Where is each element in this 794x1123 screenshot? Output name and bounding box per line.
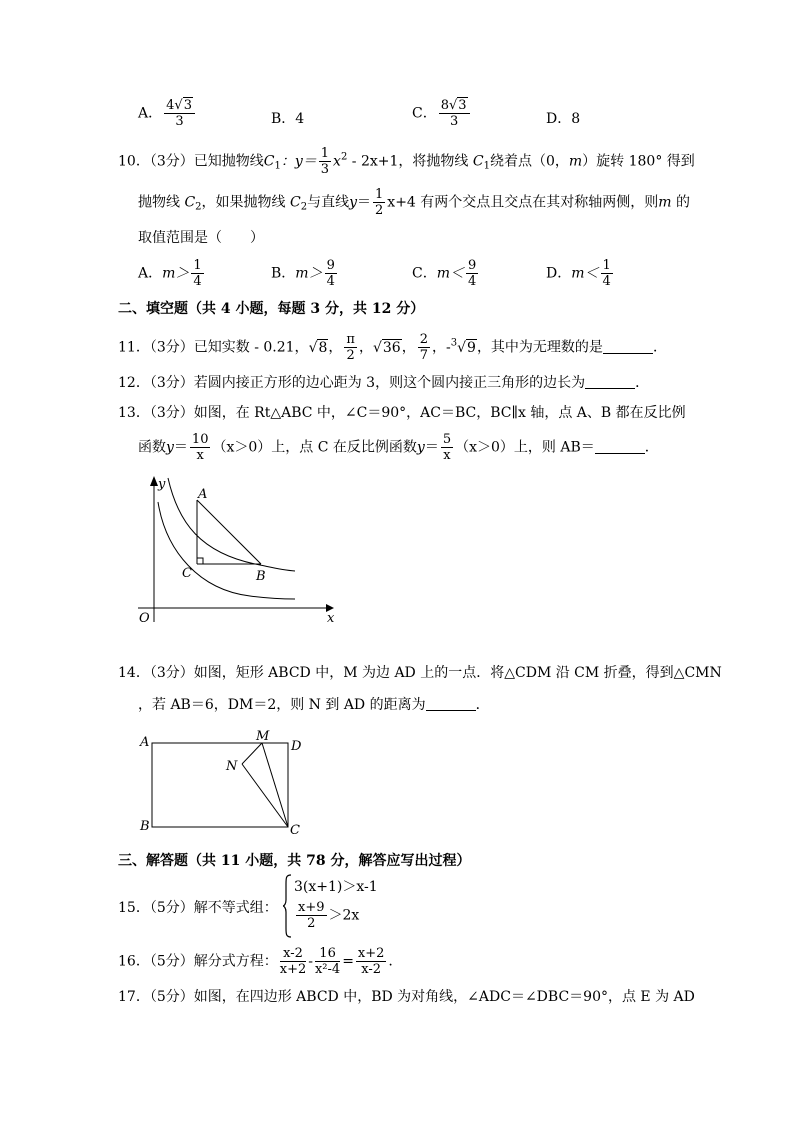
q13-label-x: x (327, 611, 335, 626)
q14-line2: ，若 AB＝6，DM＝2，则 N 到 AD 的距离为 ． (138, 697, 490, 713)
q10-line1: 10．（3分）已知抛物线$C_1$：y＝ $\frac{1}{3}$ $x^2 - 2x+1$，将抛物线 $C_1$绕着点（0，m）旋转 180° 得到 (118, 146, 695, 177)
q10-option-b: B．m＞ $\frac{9}{4}$ (271, 258, 335, 289)
q12-answer-blank (585, 374, 635, 389)
q9-a-fraction: $\frac{4√3}{3}$ (164, 98, 195, 129)
q14-segment-cm (262, 743, 288, 827)
q9-option-b: B．4 (271, 111, 305, 127)
q9-c-fraction: $\frac{8√3}{3}$ (439, 98, 470, 129)
q14-rectangle-abcd (152, 743, 288, 827)
q14-line1: 14．（3分）如图，矩形 ABCD 中，M 为边 AD 上的一点．将△CDM 沿 CM 折叠，得到△CMN (118, 665, 722, 681)
q13-label-y: y (158, 477, 166, 492)
q10-option-a: A．m＞ $\frac{1}{4}$ (138, 258, 202, 289)
q15-inequality-2: $\frac{x+9}{2}$ ＞2x (298, 900, 360, 931)
q15-brace (282, 874, 292, 938)
q11-answer-blank (603, 339, 653, 354)
q13-label-a: A (198, 487, 208, 502)
q10-option-d: D．m＜ $\frac{1}{4}$ (546, 258, 611, 289)
q13-line1: 13．（3分）如图，在 Rt△ABC 中，∠C＝90°，AC＝BC，BC∥x 轴，点 A、B 都在反比例 (118, 405, 686, 421)
q17: 17．（5分）如图，在四边形 ABCD 中，BD 为对角线，∠ADC＝∠DBC＝90°，点 E 为 AD (118, 989, 695, 1005)
q11: 11．（3分）已知实数 - 0.21，√8， $\frac{\pi}{2}$ ，√36， $\frac{2}{7}$ ，-$^3$√9，其中为无理数的是 ． (118, 332, 667, 363)
q10-option-c: C．m＜ $\frac{9}{4}$ (412, 258, 477, 289)
q13-curve-10-over-x (168, 478, 295, 571)
q14-label-b: B (140, 819, 150, 834)
q13-label-c: C (182, 566, 192, 581)
q14-segment-mn (242, 743, 262, 764)
q13-right-angle (197, 558, 203, 564)
q14-answer-blank (426, 696, 476, 711)
q16: 16．（5分）解分式方程： $\frac{x-2}{x+2}$ - $\frac{16}{\text{x²-4}}$ = $\frac{x+2}{x-2}$ . (118, 946, 393, 977)
q14-label-a: A (140, 735, 150, 750)
q13-curve-5-over-x (158, 502, 295, 599)
section-3-heading: 三、解答题（共 11 小题，共 78 分，解答应写出过程） (118, 853, 471, 869)
q9-option-a: A． $\frac{4√3}{3}$ (138, 98, 197, 129)
q13-line2: 函数y＝ $\frac{10}{x}$ （x＞0）上，点 C 在反比例函数y＝ $\frac{5}{x}$ （x＞0）上，则 AB＝ ． (138, 432, 659, 463)
q9-option-d: D．8 (546, 111, 581, 127)
q14-segment-nc (242, 764, 288, 827)
q13-segment-ab (197, 500, 261, 564)
q9-option-c: C． $\frac{8√3}{3}$ (412, 98, 472, 129)
q14-figure (138, 726, 313, 838)
q13-figure (130, 472, 345, 632)
q12: 12．（3分）若圆内接正方形的边心距为 3，则这个圆内接正三角形的边长为 ． (118, 375, 650, 391)
q13-answer-blank (595, 439, 645, 454)
q15-label: 15．（5分）解不等式组： (118, 900, 278, 916)
q14-label-c: C (290, 823, 300, 838)
q14-label-m: M (256, 729, 270, 744)
q13-y-arrow (150, 476, 158, 486)
q13-label-b: B (256, 569, 266, 584)
q15-inequality-1: 3(x+1)＞x-1 (294, 879, 378, 895)
q14-label-d: D (291, 739, 302, 754)
q10-line2: 抛物线 $C_2$，如果抛物线 $C_2$与直线y＝ $\frac{1}{2}$ x+4 有两个交点且交点在其对称轴两侧，则m 的 (138, 187, 691, 218)
section-2-heading: 二、填空题（共 4 小题，每题 3 分，共 12 分） (118, 301, 425, 317)
q14-label-n: N (226, 759, 238, 774)
q10-line3: 取值范围是（ ） (138, 230, 264, 246)
q13-label-o: O (139, 611, 150, 626)
